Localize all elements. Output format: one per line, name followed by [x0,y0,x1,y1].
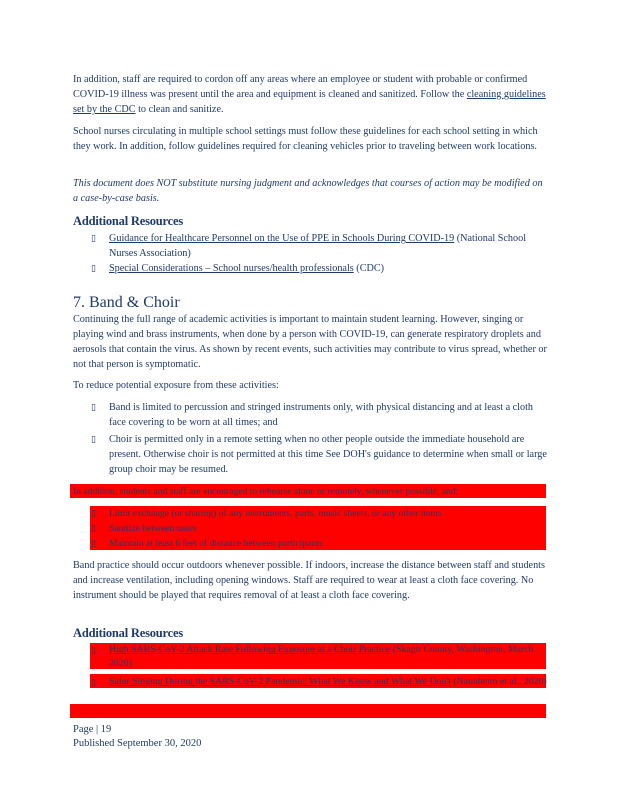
exposure-intro-text: To reduce potential exposure from these activities: [73,380,279,391]
bullet-icon: ▯ [91,677,96,687]
redacted-line-text: In addition, students and staff are encouraged to rehearse alone or remotely, whenever possible, and: [73,486,459,497]
bullet-icon: ▯ [91,263,96,273]
exposure-intro [73,378,550,393]
bullet-icon: ▯ [91,523,96,533]
redacted-line [73,484,550,499]
intro-text-b: to clean and sanitize. [135,104,224,115]
bullet-icon: ▯ [91,233,96,243]
bullet-icon: ▯ [91,645,96,655]
redacted-item-3: Maintain at least 6 feet of distance between participants [109,538,323,549]
list-item [73,432,550,477]
intro-paragraph-cleaning [73,72,550,117]
nurses-paragraph: School nurses circulating in multiple school settings must follow these guidelines for each school setting in which they work. In addition, follow guidelines required for cleaning vehicles prior to traveling between work locations. [73,126,538,152]
intro-paragraph-nurses [73,124,550,154]
resource-suffix: (CDC) [353,263,385,274]
choir-bullet-text: Choir is permitted only in a remote setting when no other people outside the immediate household are present. Otherwise choir is not permitted at this time See DOH's guidance to determine when small or large group choir may be resumed. [109,434,547,475]
list-item [73,506,550,521]
ppe-guidance-link[interactable]: Guidance for Healthcare Personnel on the Use of PPE in Schools During COVID-19 [109,233,455,244]
redacted-item-2: Sanitize between users [109,523,197,534]
bullet-icon: ▯ [91,508,96,518]
cdc-cleaning-link[interactable]: cleaning guidelines set by the CDC [73,89,546,115]
band-practice-paragraph [73,558,550,603]
additional-resources-2 [73,626,550,641]
bullet-icon: ▯ [91,402,96,412]
section-intro-paragraph: Continuing the full range of academic activities is important to maintain student learning. However, singing or playing wind and brass instruments, when done by a person with COVID-19, can generate respiratory droplets and aerosols that contain the virus. As shown by recent events, such activities may contribute to virus spread, whether or not that person is symptomatic. [73,314,547,370]
band-bullet-text: Band is limited to percussion and stringed instruments only, with physical distancing and at least a cloth face covering to be worn at all times; and [109,402,534,428]
page-number: Page | 19 [73,724,112,735]
list-item [73,536,550,551]
list-item [73,261,550,276]
choir-attack-rate-link[interactable]: High SARS-CoV-2 Attack Rate Following Exposure at a Choir Practice [109,644,391,655]
redaction-bar [70,704,546,718]
list-item [73,400,550,430]
disclaimer-paragraph: This document does NOT substitute nursing judgment and acknowledges that courses of action may be modified on a case-by-case basis. [73,178,543,204]
resource-suffix: (National School Nurses Association) [109,233,527,259]
page-footer [73,723,201,751]
redacted-item-1: Limit exchange (or sharing) of any instruments, parts, music sheets, or any other items [109,508,442,519]
special-considerations-link[interactable]: Special Considerations – School nurses/health professionals [109,263,354,274]
resources-heading-1: Additional Resources [73,214,184,228]
bullet-icon: ▯ [91,434,96,444]
list-item [73,675,550,689]
resources-2-list [73,643,550,689]
additional-resources-1 [73,214,550,276]
list-item [73,231,550,261]
list-item [73,643,550,671]
bullet-icon: ▯ [91,538,96,548]
safer-singing-link[interactable]: Safer Singing During the SARS-CoV-2 Pandemic: What We Know and What We Don't [109,676,451,687]
redacted-list [73,506,550,551]
list-item [73,521,550,536]
resource-suffix: (Skagit County, Washington, March 2020) [109,644,534,669]
resources-heading-2: Additional Resources [73,626,184,640]
section-band-choir [73,294,550,372]
intro-text-a: In addition, staff are required to cordon off any areas where an employee or student with probable or confirmed COVID-19 illness was present until the area and equipment is cleaned and sanitized. Follow the [73,74,528,100]
exposure-bullets [73,400,550,477]
resource-suffix: (Naunheim et al., 2020) [450,676,547,687]
intro-paragraph-disclaimer [73,176,550,206]
section-title: 7. Band & Choir [73,294,180,311]
band-practice-text: Band practice should occur outdoors whenever possible. If indoors, increase the distance between staff and students and increase ventilation, including opening windows. Staff are required to wear at least a cloth face covering. No instrument should be played that requires removal of at least a cloth face covering. [73,560,545,601]
published-date: Published September 30, 2020 [73,738,202,749]
